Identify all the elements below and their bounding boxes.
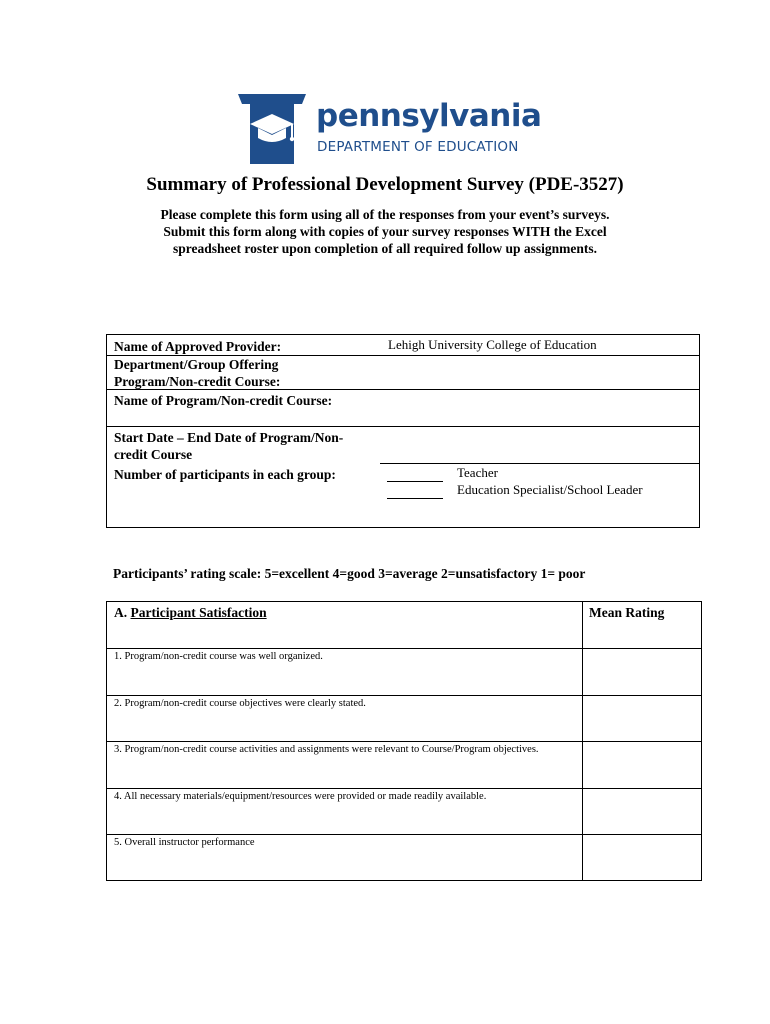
row-divider xyxy=(107,389,699,390)
page-title: Summary of Professional Development Survey (PDE-3527) xyxy=(146,174,624,195)
group-teacher-label: Teacher xyxy=(457,465,498,480)
section-header xyxy=(114,605,267,621)
department-label xyxy=(114,356,280,390)
instruction-line: Please complete this form using all of the responses from your event’s surveys. xyxy=(160,207,610,222)
question-item: 5. Overall instructor performance xyxy=(114,837,255,848)
provider-label: Name of Approved Provider: xyxy=(114,339,282,354)
question-item: 4. All necessary materials/equipment/resources were provided or made readily available. xyxy=(114,791,487,802)
question-item: 3. Program/non-credit course activities and assignments were relevant to Course/Program objectives. xyxy=(114,744,539,755)
group-specialist-label: Education Specialist/School Leader xyxy=(457,482,643,497)
pde-logo xyxy=(236,92,542,166)
mean-rating-cell[interactable] xyxy=(583,789,701,833)
department-label-line: Program/Non-credit Course: xyxy=(114,374,281,389)
row-divider xyxy=(380,355,699,356)
dates-label-line: credit Course xyxy=(114,447,193,462)
provider-value[interactable]: Lehigh University College of Education xyxy=(388,337,597,352)
teacher-count-blank[interactable] xyxy=(387,481,443,482)
mean-rating-cell[interactable] xyxy=(583,835,701,880)
mean-rating-cell[interactable] xyxy=(583,742,701,787)
keystone-graduation-cap-icon xyxy=(236,92,308,166)
department-label-line: Department/Group Offering xyxy=(114,357,279,372)
logo-wordmark: pennsylvania xyxy=(316,98,542,134)
program-name-field[interactable] xyxy=(388,391,688,425)
dates-label-line: Start Date – End Date of Program/Non- xyxy=(114,430,344,445)
provider-info-table xyxy=(106,334,700,528)
mean-rating-cell[interactable] xyxy=(583,696,701,740)
participants-label: Number of participants in each group: xyxy=(114,467,336,482)
satisfaction-table xyxy=(106,601,702,881)
department-field[interactable] xyxy=(388,357,688,389)
mean-rating-cell[interactable] xyxy=(583,649,701,694)
section-prefix: A. xyxy=(114,605,131,620)
rating-scale: Participants’ rating scale: 5=excellent 4=good 3=average 2=unsatisfactory 1= poor xyxy=(113,566,586,581)
instruction-line: spreadsheet roster upon completion of all required follow up assignments. xyxy=(172,241,598,256)
instruction-line: Submit this form along with copies of your survey responses WITH the Excel xyxy=(163,224,607,239)
mean-rating-header: Mean Rating xyxy=(589,605,665,620)
specialist-count-blank[interactable] xyxy=(387,498,443,499)
instructions xyxy=(100,206,670,257)
row-divider xyxy=(380,463,699,464)
dates-label xyxy=(114,429,343,463)
logo-department: DEPARTMENT OF EDUCATION xyxy=(317,139,519,155)
row-divider xyxy=(107,426,699,427)
question-item: 1. Program/non-credit course was well organized. xyxy=(114,651,323,662)
section-title: Participant Satisfaction xyxy=(130,605,267,620)
dates-field[interactable] xyxy=(388,428,688,462)
program-name-label: Name of Program/Non-credit Course: xyxy=(114,393,333,408)
question-item: 2. Program/non-credit course objectives were clearly stated. xyxy=(114,698,366,709)
